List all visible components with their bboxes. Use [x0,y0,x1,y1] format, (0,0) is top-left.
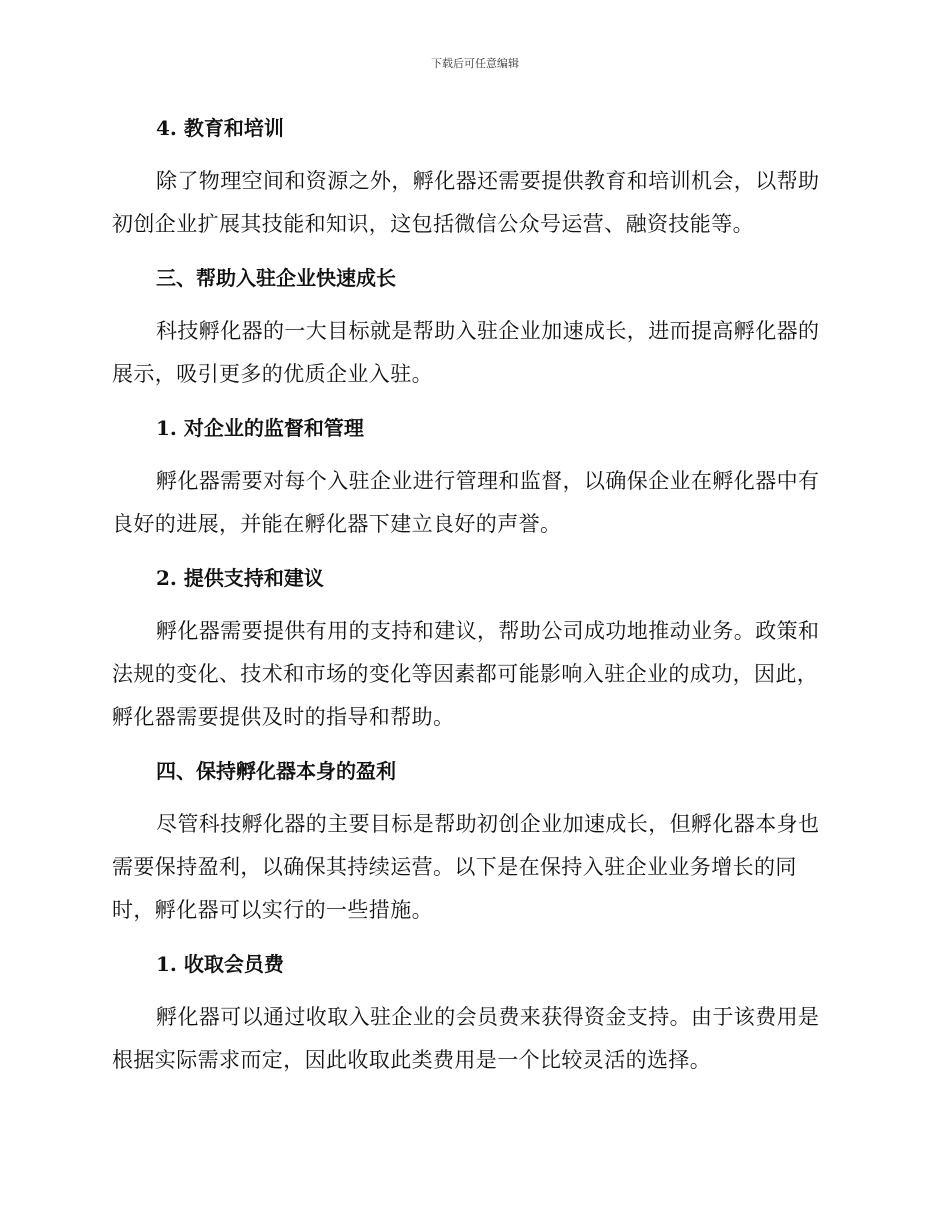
section-heading-membership-fee: 1. 收取会员费 [156,952,284,976]
section-paragraph-help-growth: 科技孵化器的一大目标就是帮助入驻企业加速成长，进而提高孵化器的展示，吸引更多的优质企业入驻。 [112,319,820,386]
section-paragraph-education: 除了物理空间和资源之外，孵化器还需要提供教育和培训机会，以帮助初创企业扩展其技能和知识，这包括微信公众号运营、融资技能等。 [112,169,820,236]
section-heading-profitability: 四、保持孵化器本身的盈利 [156,759,396,783]
document-body [112,108,838,1082]
section-paragraph-profitability: 尽管科技孵化器的主要目标是帮助初创企业加速成长，但孵化器本身也需要保持盈利，以确保其持续运营。以下是在保持入驻企业业务增长的同时，孵化器可以实行的一些措施。 [112,812,820,922]
section-paragraph-membership-fee: 孵化器可以通过收取入驻企业的会员费来获得资金支持。由于该费用是根据实际需求而定，因此收取此类费用是一个比较灵活的选择。 [112,1005,820,1072]
section-heading-supervision: 1. 对企业的监督和管理 [156,416,364,440]
section-paragraph-support-advice: 孵化器需要提供有用的支持和建议，帮助公司成功地推动业务。政策和法规的变化、技术和市场的变化等因素都可能影响入驻企业的成功，因此，孵化器需要提供及时的指导和帮助。 [112,619,820,729]
section-heading-education: 4. 教育和培训 [156,116,284,140]
section-paragraph-supervision: 孵化器需要对每个入驻企业进行管理和监督，以确保企业在孵化器中有良好的进展，并能在孵化器下建立良好的声誉。 [112,469,820,536]
page-header-note: 下载后可任意编辑 [431,57,519,70]
section-heading-help-growth: 三、帮助入驻企业快速成长 [156,266,396,290]
section-heading-support-advice: 2. 提供支持和建议 [156,566,324,590]
